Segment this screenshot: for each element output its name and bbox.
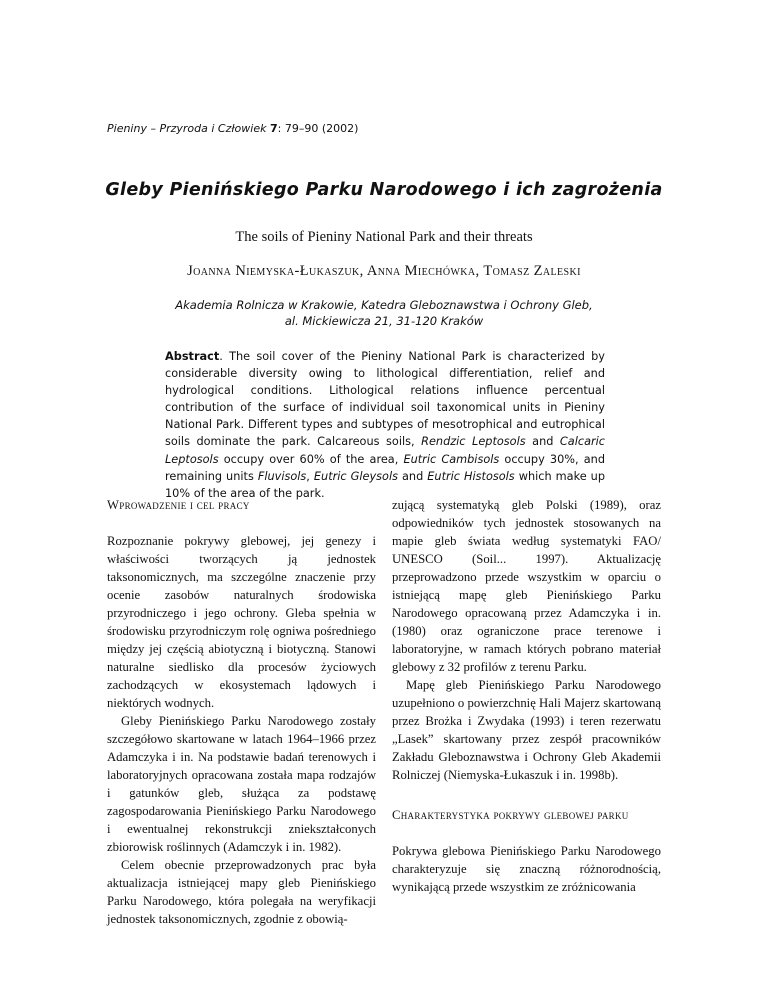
abstract-text-2: occupy over 60% of the area, (218, 452, 404, 466)
intro-paragraph-3: Celem obecnie przeprowadzonych prac była aktualizacja istniejącej mapy gleb Pienińskiego Parku Narodowego, która polegała na weryfikacji jednostek taksonomicznych, zgodnie z obowią- (107, 858, 376, 926)
column-right (392, 496, 661, 896)
journal-name: Pieniny – Przyroda i Człowiek (107, 122, 267, 135)
soil-cover-paragraph-1: Pokrywa glebowa Pienińskiego Parku Narodowego charakteryzuje się znaczną różnorodnością, wynikającą przede wszystkim ze zróżnicowania (392, 844, 661, 894)
journal-citation (107, 122, 358, 135)
term-rendzic-leptosols: Rendzic Leptosols (421, 435, 526, 449)
journal-volume: 7 (269, 122, 278, 135)
affiliation-line-1: Akademia Rolnicza w Krakowie, Katedra Gleboznawstwa i Ochrony Gleb, (175, 298, 593, 312)
abstract-text-3: occupy 30%, and remaining units (165, 452, 605, 483)
term-eutric-gleysols: Eutric Gleysols (313, 469, 398, 483)
abstract-text-1: . The soil cover of the Pieniny National Park is characterized by considerable diversity owing to lithological differentiation, relief and hydrological conditions. Lithological relations influence percentual contribution of the surface of individual soil taxonomical units in Pieniny National Park. Different types and subtypes of mesotrophical and eutrophical soils dominate the park. Calcareous soils, (165, 350, 605, 449)
abstract-text-4: which make up 10% of the area of the park. (165, 469, 605, 500)
term-eutric-cambisols: Eutric Cambisols (403, 452, 500, 466)
term-eutric-histosols: Eutric Histosols (427, 469, 515, 483)
intro-paragraph-1: Rozpoznanie pokrywy glebowej, jej genezy i właściwości tworzących ją jednostek taksonomicznych, ma szczególne znaczenie przy ocenie zasobów naturalnych środowiska przyrodniczego i jego ochrony. Gleba spełnia w środowisku przyrodniczym rolę ogniwa pośredniego między jej częścią abiotyczną i biotyczną. Stanowi naturalne siedlisko dla procesów życiowych zachodzących w ekosystemach lądowych i niektórych wodnych. (107, 534, 376, 710)
abstract-comma: , (306, 469, 314, 483)
abstract-and-2: and (398, 469, 428, 483)
abstract-label: Abstract (165, 350, 220, 363)
affiliation (0, 297, 768, 329)
affiliation-line-2: al. Mickiewicza 21, 31-120 Kraków (284, 314, 484, 328)
journal-pages-year: : 79–90 (2002) (277, 122, 359, 135)
column-left (107, 496, 376, 928)
abstract (165, 348, 605, 502)
section-heading-introduction: Wprowadzenie i cel pracy (107, 498, 250, 512)
section-heading-soil-cover: Charakterystyka pokrywy glebowej parku (392, 808, 629, 822)
intro-paragraph-4: Mapę gleb Pienińskiego Parku Narodowego uzupełniono o powierzchnię Hali Majerz skartowaną przez Brożka i Zwydaka (1993) i teren rezerwatu „Lasek” skartowany przez zespół pracowników Zakładu Gleboznawstwa i Ochrony Gleb Akademii Rolniczej (Niemyska-Łukaszuk i in. 1998b). (392, 678, 661, 782)
paper-subtitle: The soils of Pieniny National Park and their threats (235, 229, 533, 245)
term-calcaric-leptosols: Calcaric Leptosols (165, 435, 605, 466)
term-fluvisols: Fluvisols (257, 469, 307, 483)
intro-paragraph-2: Gleby Pienińskiego Parku Narodowego zostały szczegółowo skartowane w latach 1964–1966 przez Adamczyka i in. Na podstawie badań terenowych i laboratoryjnych opracowana została mapa rodzajów i gatunków gleb, służąca za podstawę zagospodarowania Pienińskiego Parku Narodowego i ewentualnej rekonstrukcji zniekształconych zbiorowisk roślinnych (Adamczyk i in. 1982). (107, 714, 376, 854)
abstract-and-1: and (525, 435, 560, 449)
authors: Joanna Niemyska-Łukaszuk, Anna Miechówka, Tomasz Zaleski (187, 263, 581, 279)
paper-title: Gleby Pienińskiego Parku Narodowego i ich zagrożenia (105, 180, 663, 200)
intro-paragraph-3-continued: zującą systematyką gleb Polski (1989), oraz odpowiedników tych jednostek stosowanych na mapie gleb świata według systematyki FAO/ UNESCO (Soil... 1997). Aktualizację przeprowadzono przede wszystkim w oparciu o istniejącą mapę gleb Pienińskiego Parku Narodowego opracowaną przez Adamczyka i in. (1980) oraz ograniczone prace terenowe i laboratoryjne, w ramach których pobrano materiał glebowy z 32 profilów z terenu Parku. (392, 498, 661, 674)
